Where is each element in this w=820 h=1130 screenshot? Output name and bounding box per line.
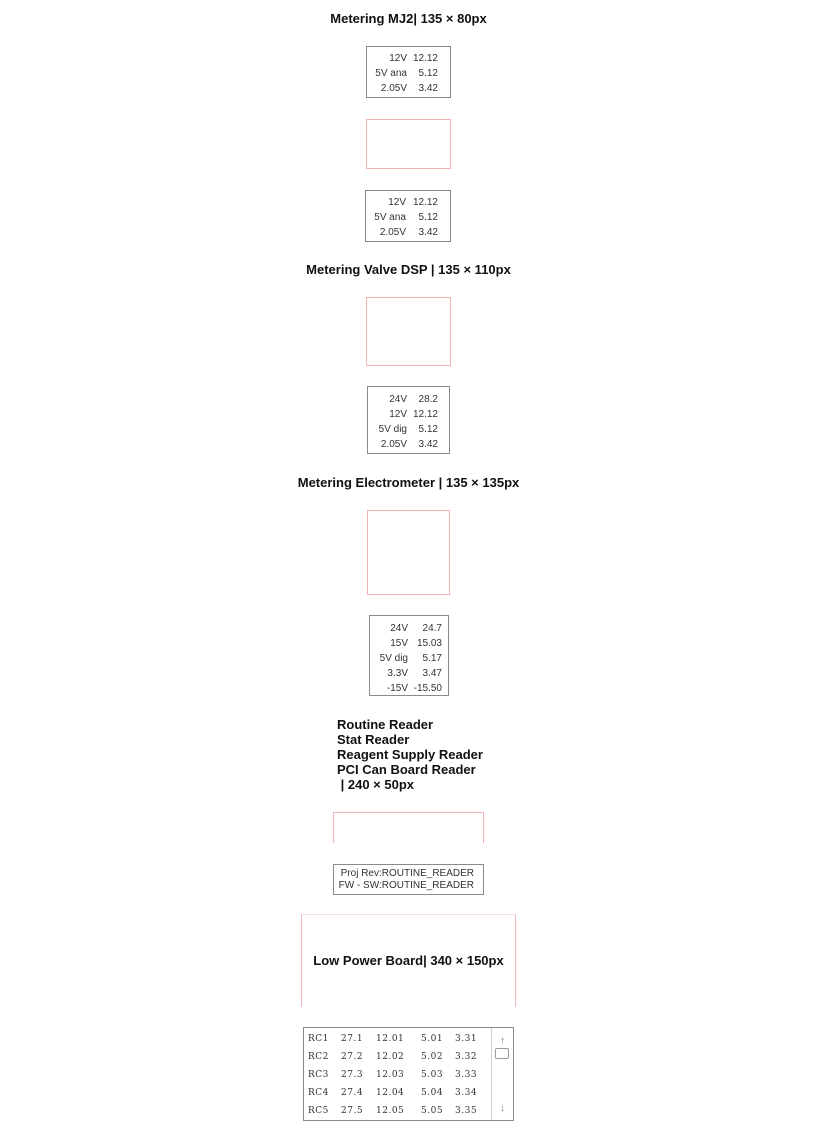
mj2-meter-panel-alt [365,190,451,242]
rc-id: RC1 [308,1034,329,1044]
meter-label: 2.05V [380,83,407,94]
meter-row [368,407,449,422]
rc-value-12v: 12.03 [376,1070,405,1080]
meter-label: 24V [389,394,407,405]
meter-label: 5V dig [379,653,408,664]
valve-meter-panel [367,386,450,454]
rc-value-5v: 5.02 [421,1052,444,1062]
table-row [304,1030,493,1048]
meter-value: 5.12 [418,68,438,79]
rc-value-12v: 12.04 [376,1088,405,1098]
rc-value-3v3: 3.34 [455,1088,478,1098]
reader-revision-panel [333,864,484,895]
meter-value: 3.47 [422,668,442,679]
rc-readings-table[interactable] [303,1027,514,1121]
meter-value: 12.12 [412,197,438,208]
mj2-heading: Metering MJ2| 135 × 80px [330,11,487,26]
rc-value-5v: 5.04 [421,1088,444,1098]
meter-label: -15V [386,683,408,694]
table-row [304,1084,493,1102]
meter-row [366,210,450,225]
meter-row [366,195,450,210]
meter-value: 3.42 [418,439,438,450]
meter-label: 12V [389,409,407,420]
meter-value: 3.42 [418,83,438,94]
electrometer-placeholder [367,510,450,595]
rc-value-3v3: 3.33 [455,1070,478,1080]
meter-label: 24V [390,623,408,634]
electrometer-heading: Metering Electrometer | 135 × 135px [297,475,520,490]
proj-rev-text: Proj Rev:ROUTINE_READER [340,868,474,879]
meter-row [370,651,448,666]
rc-value-5v: 5.03 [421,1070,444,1080]
meter-value: 12.12 [412,53,438,64]
meter-value: 12.12 [412,409,438,420]
meter-rows [368,392,449,452]
meter-row [368,422,449,437]
meter-value: 15.03 [416,638,442,649]
meter-label: 5V ana [375,68,407,79]
meter-value: -15.50 [413,683,442,694]
table-row [304,1066,493,1084]
meter-row [370,636,448,651]
rc-id: RC2 [308,1052,329,1062]
meter-label: 12V [388,197,406,208]
meter-rows [367,51,450,96]
fw-sw-text: FW - SW:ROUTINE_READER [338,880,474,891]
valve-dsp-heading: Metering Valve DSP | 135 × 110px [306,262,511,277]
rc-value-24v: 27.2 [341,1052,364,1062]
meter-value: 28.2 [418,394,438,405]
rc-value-5v: 5.05 [421,1106,444,1116]
rc-value-5v: 5.01 [421,1034,444,1044]
meter-label: 12V [389,53,407,64]
reader-list [337,717,483,792]
meter-label: 2.05V [379,227,406,238]
meter-label: 5V ana [374,212,406,223]
meter-row [370,621,448,636]
rc-value-24v: 27.5 [341,1106,364,1116]
scroll-down-arrow-icon[interactable]: ↓ [499,1102,506,1114]
rc-value-12v: 12.01 [376,1034,405,1044]
rc-id: RC5 [308,1106,329,1116]
vertical-scrollbar[interactable] [491,1028,513,1120]
reader-placeholder [333,812,484,843]
meter-rows [370,621,448,696]
rc-value-12v: 12.05 [376,1106,405,1116]
rc-value-24v: 27.4 [341,1088,364,1098]
meter-value: 5.12 [418,212,438,223]
meter-label: 3.3V [387,668,408,679]
rc-value-3v3: 3.32 [455,1052,478,1062]
mj2-meter-panel [366,46,451,98]
meter-value: 3.42 [418,227,438,238]
low-power-board-title: Low Power Board| 340 × 150px [313,953,504,968]
meter-row [367,81,450,96]
meter-row [370,666,448,681]
reader-item-routine: Routine Reader [337,717,434,732]
rc-id: RC3 [308,1070,329,1080]
electrometer-meter-panel [369,615,449,696]
meter-value: 5.17 [422,653,442,664]
meter-value: 24.7 [422,623,442,634]
scroll-up-arrow-icon[interactable]: ↑ [499,1035,506,1047]
rc-value-24v: 27.3 [341,1070,364,1080]
reader-item-reagent-supply: Reagent Supply Reader [337,747,483,762]
valve-placeholder [366,297,451,366]
rc-value-3v3: 3.31 [455,1034,478,1044]
rc-id: RC4 [308,1088,329,1098]
reader-item-pci-can-board: PCI Can Board Reader [337,762,476,777]
table-row [304,1102,493,1120]
table-row [304,1048,493,1066]
meter-label: 2.05V [380,439,407,450]
meter-row [367,66,450,81]
reader-item-stat: Stat Reader [337,732,410,747]
low-power-board-panel [301,914,516,1007]
meter-rows [366,195,450,240]
rc-value-3v3: 3.35 [455,1106,478,1116]
meter-row [370,681,448,696]
rc-value-24v: 27.1 [341,1034,364,1044]
meter-label: 15V [390,638,408,649]
meter-value: 5.12 [418,424,438,435]
meter-label: 5V dig [378,424,407,435]
rc-rows [304,1030,493,1120]
rc-value-12v: 12.02 [376,1052,405,1062]
meter-row [366,225,450,240]
scroll-thumb[interactable] [495,1048,509,1059]
meter-row [368,437,449,452]
mj2-placeholder [366,119,451,169]
meter-row [367,51,450,66]
meter-row [368,392,449,407]
reader-size-label: | 240 × 50px [337,777,414,792]
